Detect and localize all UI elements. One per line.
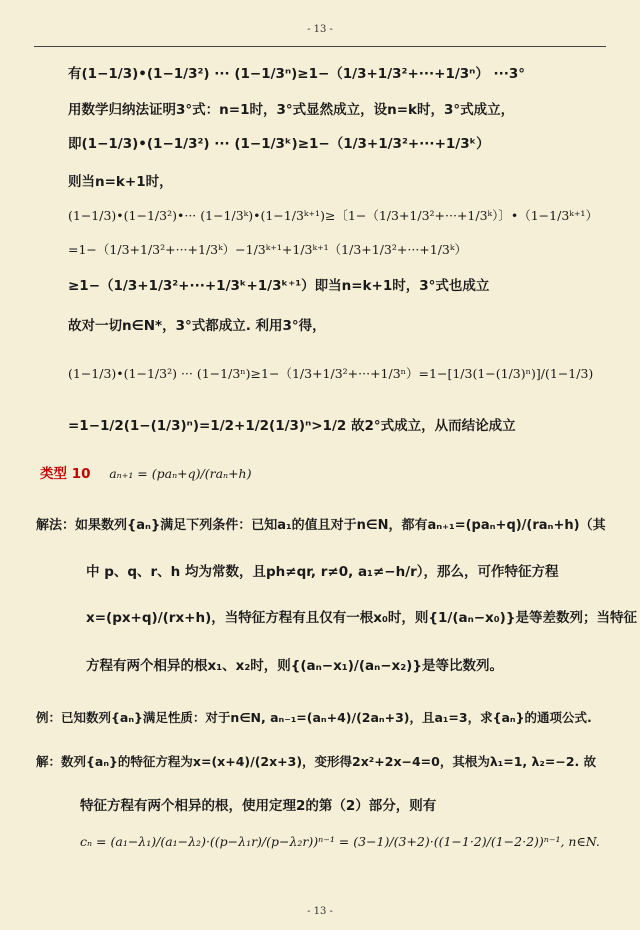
solution-line-3: cₙ = (a₁−λ₁)/(a₁−λ₂)·((p−λ₁r)/(p−λ₂r))ⁿ⁻¹ = (3−1)/(3+2)·((1−1·2)/(1−2·2))ⁿ⁻¹, n∈N. bbox=[80, 834, 600, 849]
type-formula: aₙ₊₁ = (paₙ+q)/(raₙ+h) bbox=[109, 466, 252, 481]
method-line-3: x=(px+q)/(rx+h)，当特征方程有且仅有一根x₀时，则{1/(aₙ−x₀)}是等差数列；当特征 bbox=[86, 610, 637, 626]
page-number-top: - 13 - bbox=[307, 24, 333, 35]
solution-line-1: 解：数列{aₙ}的特征方程为x=(x+4)/(2x+3)，变形得2x²+2x−4=0，其根为λ₁=1, λ₂=−2. 故 bbox=[36, 754, 597, 769]
solution-line-2: 特征方程有两个相异的根，使用定理2的第（2）部分，则有 bbox=[80, 798, 437, 814]
type-heading bbox=[40, 462, 251, 482]
line-8: 故对一切n∈N*，3°式都成立. 利用3°得， bbox=[68, 318, 326, 334]
line-6: =1−（1/3+1/3²+···+1/3ᵏ）−1/3ᵏ⁺¹+1/3ᵏ⁺¹（1/3+1/3²+···+1/3ᵏ） bbox=[68, 242, 467, 257]
line-3: 即(1−1/3)•(1−1/3²) ··· (1−1/3ᵏ)≥1−（1/3+1/3²+···+1/3ᵏ） bbox=[68, 136, 490, 152]
method-line-2: 中 p、q、r、h 均为常数，且ph≠qr, r≠0, a₁≠−h/r），那么，可作特征方程 bbox=[86, 564, 559, 580]
page-number-bottom: - 13 - bbox=[307, 906, 333, 917]
method-line-4: 方程有两个相异的根x₁、x₂时，则{(aₙ−x₁)/(aₙ−x₂)}是等比数列。 bbox=[86, 658, 503, 674]
line-4: 则当n=k+1时， bbox=[68, 174, 173, 190]
type-label: 类型 10 bbox=[40, 466, 91, 482]
line-9: (1−1/3)•(1−1/3²) ··· (1−1/3ⁿ)≥1−（1/3+1/3²+···+1/3ⁿ）=1−[1/3(1−(1/3)ⁿ)]/(1−1/3) bbox=[68, 366, 594, 381]
line-5: (1−1/3)•(1−1/3²)•··· (1−1/3ᵏ)•(1−1/3ᵏ⁺¹)≥〔1−（1/3+1/3²+···+1/3ᵏ）〕•（1−1/3ᵏ⁺¹） bbox=[68, 208, 598, 223]
example-line: 例：已知数列{aₙ}满足性质：对于n∈N, aₙ₋₁=(aₙ+4)/(2aₙ+3)，且a₁=3，求{aₙ}的通项公式. bbox=[36, 710, 592, 725]
line-1: 有(1−1/3)•(1−1/3²) ··· (1−1/3ⁿ)≥1−（1/3+1/3²+···+1/3ⁿ） ···3° bbox=[68, 66, 526, 82]
header-rule bbox=[34, 46, 606, 47]
line-7: ≥1−（1/3+1/3²+···+1/3ᵏ+1/3ᵏ⁺¹）即当n=k+1时，3°式也成立 bbox=[68, 278, 490, 294]
line-2: 用数学归纳法证明3°式：n=1时，3°式显然成立，设n=k时，3°式成立， bbox=[68, 102, 515, 118]
method-line-1: 解法：如果数列{aₙ}满足下列条件：已知a₁的值且对于n∈N，都有aₙ₊₁=(paₙ+q)/(raₙ+h)（其 bbox=[36, 518, 606, 533]
line-10: =1−1/2(1−(1/3)ⁿ)=1/2+1/2(1/3)ⁿ>1/2 故2°式成立，从而结论成立 bbox=[68, 418, 516, 434]
